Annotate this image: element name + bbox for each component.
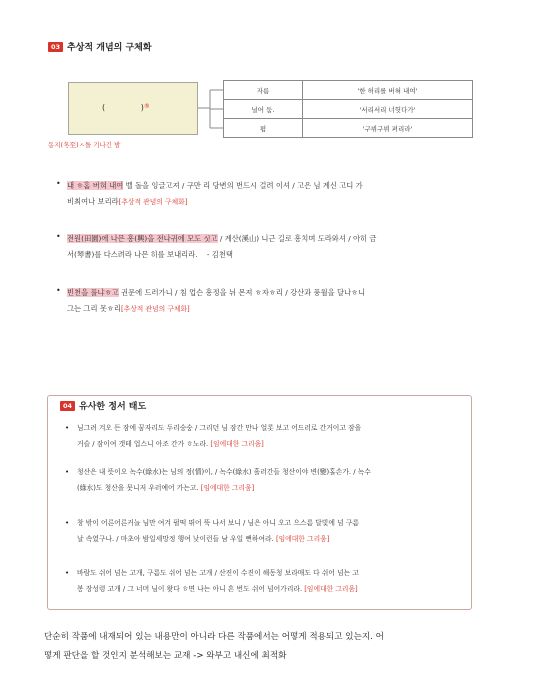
table-cell-key: 널어 둠. — [224, 100, 303, 119]
table-cell-value: '한 허리를 버혀 내여' — [303, 81, 473, 100]
registered-mark: ® — [143, 103, 150, 110]
poem-source-label: 동지(冬至)ㅅ돌 기나긴 밤 — [48, 141, 121, 149]
table-cell-key: 폄 — [224, 119, 303, 138]
section-title: 유사한 정서 태도 — [79, 402, 147, 412]
poem-text: / 계산(溪山) 니근 길로 흥치며 도라와셔 / 아히 금 — [217, 234, 377, 243]
category-tag: [추상적 관념의 구체화] — [120, 305, 190, 313]
bullet-icon: • — [65, 569, 70, 577]
bullet-icon: • — [56, 286, 61, 295]
section-title: 추상적 개념의 구체화 — [67, 43, 152, 53]
connector-lines — [198, 80, 224, 140]
table-row — [224, 81, 473, 100]
section-number-badge: 03 — [48, 42, 63, 52]
bullet-icon: • — [56, 179, 61, 188]
poem-text: 창 밖이 어른어른커늘 님만 여겨 펄떡 뛰어 뚝 나서 보니 / 님은 아니 오고 으스름 달빛에 넘 구름 — [77, 519, 359, 527]
category-tag: [임에대한 그리움] — [210, 440, 264, 448]
poem-paragraph — [77, 515, 459, 547]
bullet-icon: • — [56, 232, 61, 241]
section-number-badge: 04 — [60, 401, 75, 411]
poem-paragraph — [77, 464, 459, 496]
poem-text: 거슬 / 잠이여 갯테 업스니 아조 간가 ㅎ노라. — [77, 440, 209, 448]
poem-text: 바람도 쉬어 넘는 고개, 구름도 쉬어 넘는 고개 / 산진이 수진이 해동청 보라매도 다 쉬어 넘는 고 — [77, 569, 359, 577]
poem-text: 비최여나 보리라 — [67, 197, 119, 206]
poem-paragraph — [67, 231, 467, 263]
category-tag: [임에대한 그리움] — [275, 535, 330, 543]
highlighted-phrase: 빈천을 풀냐ㅎ고 — [67, 288, 119, 297]
table-row — [224, 119, 473, 138]
bullet-icon: • — [65, 519, 70, 527]
poem-paragraph — [77, 420, 459, 452]
poem-text: 청산은 내 뜻이오 녹수(綠水)는 님의 정(情)이, / 녹수(綠水) 흘러간들 청산이야 변(變)홀손가. / 녹수 — [77, 468, 371, 476]
concept-table — [223, 80, 473, 138]
category-tag: [추상적 관념의 구체화] — [118, 198, 188, 206]
highlighted-phrase: 내 ㅎ홈 버혀 내여 — [67, 181, 124, 190]
table-cell-value: '서리서리 너헛다가' — [303, 100, 473, 119]
blank-parenthesis — [102, 103, 150, 112]
table-cell-value: '구뷔구뷔 펴리라' — [303, 119, 473, 138]
table-cell-key: 자름 — [224, 81, 303, 100]
highlighted-phrase: 전원(田園)에 나믄 흥(興)을 전나귀에 모도 싯고 — [67, 234, 218, 243]
poem-text: 서(琴書)를 다스려라 나믄 히를 보내리라. - 김천택 — [67, 250, 233, 259]
poem-text: 그는 그리 못ㅎ리 — [67, 304, 121, 313]
bullet-icon: • — [65, 468, 70, 476]
poem-text: 벨 돌을 잉글고져 / 구만 리 당변의 번드시 걸려 이셔 / 고은 님 계신 고디 가 — [123, 181, 363, 190]
section-4-header — [60, 399, 146, 412]
poem-text: 님그려 겨오 든 잠에 꿈자리도 두리숭숭 / 그리던 님 잠간 만나 얼롯 보고 어드러로 간거이고 잠을 — [77, 424, 362, 432]
footer-commentary — [44, 628, 514, 666]
category-tag: [임에대한 그리움] — [304, 585, 358, 593]
poem-text: 봉 장성령 고개 / 그 너머 님이 왓다 ㅎ면 나는 아니 흔 번도 쉬어 넘어가리라. — [77, 585, 303, 593]
section-3-header — [48, 40, 152, 53]
category-tag: [임에대한 그리움] — [200, 484, 255, 492]
poem-text: 날 속였구나. / 마초아 밤일세망정 행여 낮이런들 남 우일 뻔하여라. — [77, 535, 274, 543]
poem-paragraph — [67, 178, 467, 210]
table-row — [224, 100, 473, 119]
concept-box — [68, 82, 198, 135]
poem-text: 권문에 드러가니 / 침 업슨 흥정을 뉘 몬져 ㅎ자ㅎ리 / 강산과 풍월을 달나ㅎ니 — [118, 288, 366, 297]
poem-text: (綠水)도 청산을 못니저 우러예어 가는고. — [77, 484, 199, 492]
bullet-icon: • — [65, 424, 70, 432]
blank-parenthesis-text: ( ) — [102, 103, 144, 112]
poem-paragraph — [77, 565, 459, 597]
footer-line: 떻게 판단을 할 것인지 분석해보는 교재 -> 와부고 내신에 최적화 — [44, 651, 287, 661]
footer-line: 단순히 작품에 내재되어 있는 내용만이 아니라 다른 작품에서는 어떻게 적용되고 있는지. 어 — [44, 632, 384, 642]
poem-paragraph — [67, 285, 467, 317]
